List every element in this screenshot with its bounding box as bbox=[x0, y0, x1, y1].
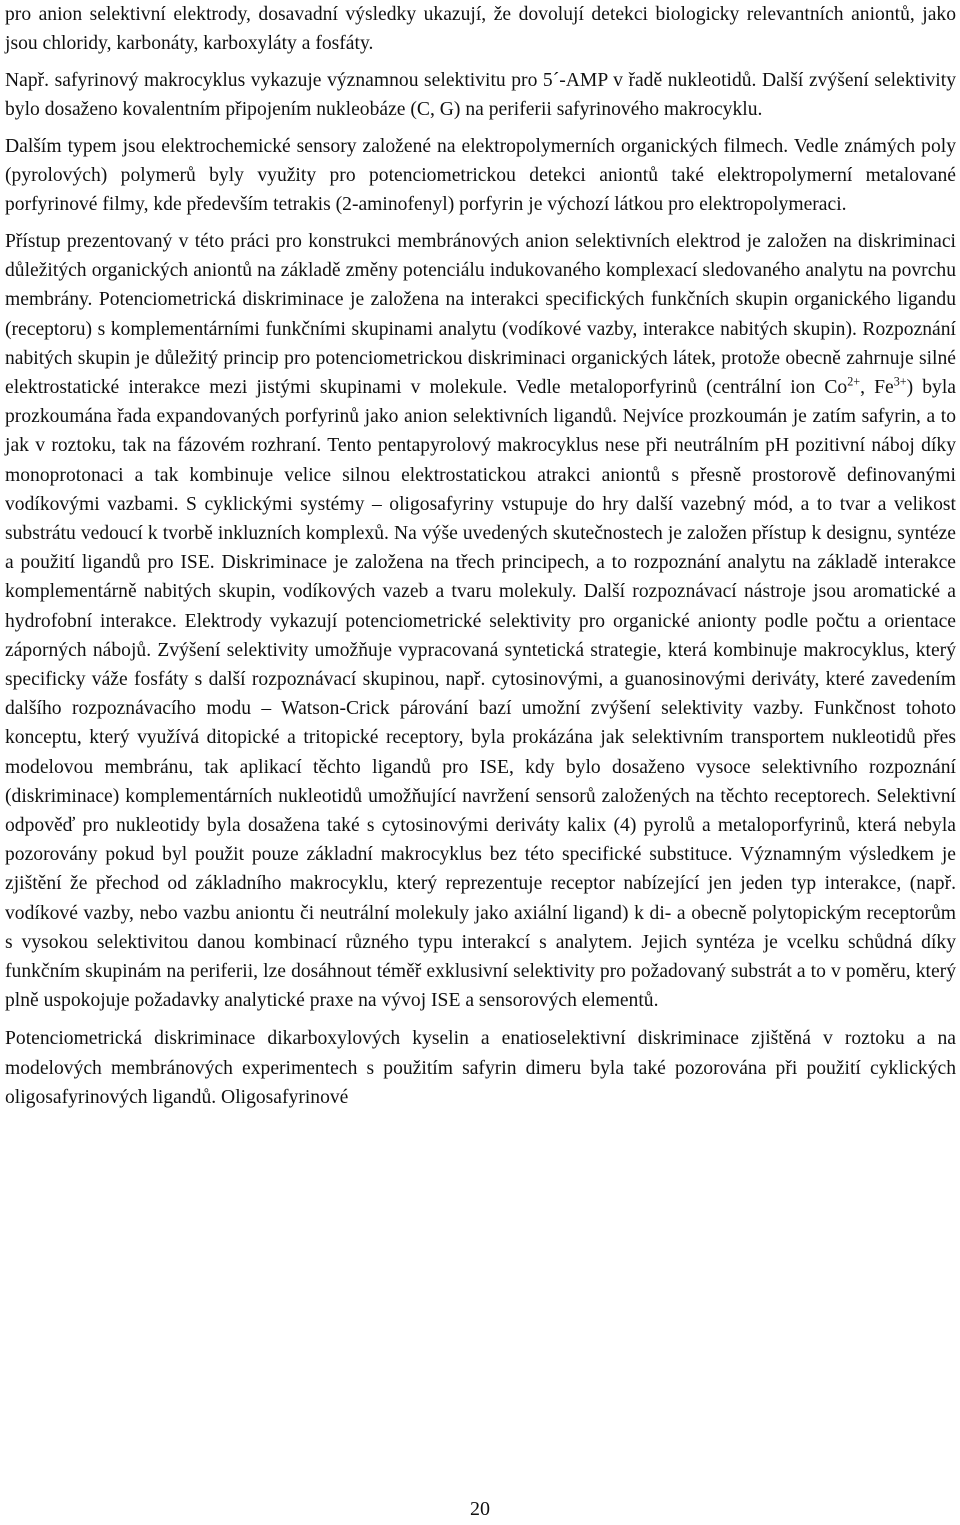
paragraph-5: Potenciometrická diskriminace dikarboxylových kyselin a enatioselektivní diskriminace zjištěná v roztoku a na modelových membránových experimentech s použitím safyrin dimeru byla také pozorována při použití cyklických oligosafyrinových ligandů. Oligosafyrinové bbox=[5, 1028, 956, 1108]
paragraph-4-text-a: Přístup prezentovaný v této práci pro konstrukci membránových anion selektivních elektrod je založen na diskriminaci důležitých organických aniontů na základě změny potenciálu indukovaného komplexací sledovaného analytu na povrchu membrány. Potenciometrická diskriminace je založena na interakci specifických funkčních skupin organického ligandu (receptoru) s komplementárními funkčními skupinami analytu (vodíkové vazby, interakce nabitých skupin). Rozpoznání nabitých skupin je důležitý princip pro potenciometrickou diskriminaci organických látek, protože obecně zahrnuje silné elektrostatické interakce mezi jistými skupinami v molekule. Vedle metaloporfyrinů (centrální ion Co bbox=[5, 230, 956, 398]
page-number: 20 bbox=[470, 1498, 490, 1520]
paragraph-2: Např. safyrinový makrocyklus vykazuje významnou selektivitu pro 5´-AMP v řadě nukleotidů. Další zvýšení selektivity bylo dosaženo kovalentním připojením nukleobáze (C, G) na periferii safyrinového makrocyklu. bbox=[5, 69, 956, 121]
document-page bbox=[5, 0, 956, 1112]
paragraph-4-text-c: ) byla prozkoumána řada expandovaných porfyrinů jako anion selektivních ligandů. Nejvíce prozkoumán je zatím safyrin, a to jak v roztoku, tak na fázovém rozhraní. Tento pentapyrolový makrocyklus nese při neutrálním pH pozitivní náboj díky monoprotonaci a tak kombinuje velice silnou elektrostatickou atrakci aniontů s přesně prostorově definovanými vodíkovými vazbami. S cyklickými systémy – oligosafyriny vstupuje do hry další vazebný mód, a to tvar a velikost substrátu vedoucí k tvorbě inkluzních komplexů. Na výše uvedených skutečnostech je založen přístup k designu, syntéze a použití ligandů pro ISE. Diskriminace je založena na třech principech, a to rozpoznání analytu na základě interakce komplementárně nabitých skupin, vodíkových vazeb a tvaru molekuly. Další rozpoznávací nástroje jsou aromatické a hydrofobní interakce. Elektrody vykazují potenciometrické selektivity pro organické anionty podle počtu a orientace záporných nábojů. Zvýšení selektivity umožňuje vypracovaná syntetická strategie, která kombinuje makrocyklus, který specificky váže fosfáty s další rozpoznávací skupinou, např. cytosinovými, a guanosinovými deriváty, které zavedením dalšího rozpoznávacího modu – Watson-Crick párování bazí umožní zvýšení selektivity vazby. Funkčnost tohoto konceptu, který využívá ditopické a tritopické receptory, byla prokázána jak selektivním transportem nukleotidů přes modelovou membránu, tak aplikací těchto ligandů pro ISE, kdy bylo dosaženo vysoce selektivního rozpoznání (diskriminace) komplementárních nukleotidů umožňující navržení sensorů založených na těchto receptorech. Selektivní odpověď pro nukleotidy byla dosažena také s cytosinovými deriváty kalix (4) pyrolů a metaloporfyrinů, která nebyla pozorovány pokud byl použit pouze základní makrocyklus bez této specifické substituce. Významným výsledkem je zjištění že přechod od základního makrocyklu, který reprezentuje receptor nabízející jen jeden typ interakce, (např. vodíkové vazby, nebo vazbu aniontu či neutrální molekuly jako axiální ligand) k di- a obecně polytopickým receptorům s vysokou selektivitou danou kombinací různého typu interakcí s analytem. Jejich syntéza je vcelku schůdná díky funkčním skupinám na periferii, lze dosáhnout téměř exklusivní selektivity pro požadovaný substrát a to v poměru, který plně uspokojuje požadavky analytické praxe na vývoj ISE a sensorových elementů. bbox=[5, 376, 956, 1012]
paragraph-3: Dalším typem jsou elektrochemické sensory založené na elektropolymerních organických filmech. Vedle známých poly (pyrolových) polymerů byly využity pro potenciometrickou detekci aniontů také elektropolymerní metalované porfyrinové filmy, kde především tetrakis (2-aminofenyl) porfyrin je výchozí látkou pro elektropolymeraci. bbox=[5, 135, 956, 216]
paragraph-1: pro anion selektivní elektrody, dosavadní výsledky ukazují, že dovolují detekci biologicky relevantních aniontů, jako jsou chloridy, karbonáty, karboxyláty a fosfáty. bbox=[5, 4, 956, 55]
paragraph-4-text-b: , Fe bbox=[860, 376, 894, 398]
cobalt-charge-superscript: 2+ bbox=[847, 374, 861, 389]
iron-charge-superscript: 3+ bbox=[893, 374, 907, 389]
paragraph-4 bbox=[5, 227, 956, 1015]
